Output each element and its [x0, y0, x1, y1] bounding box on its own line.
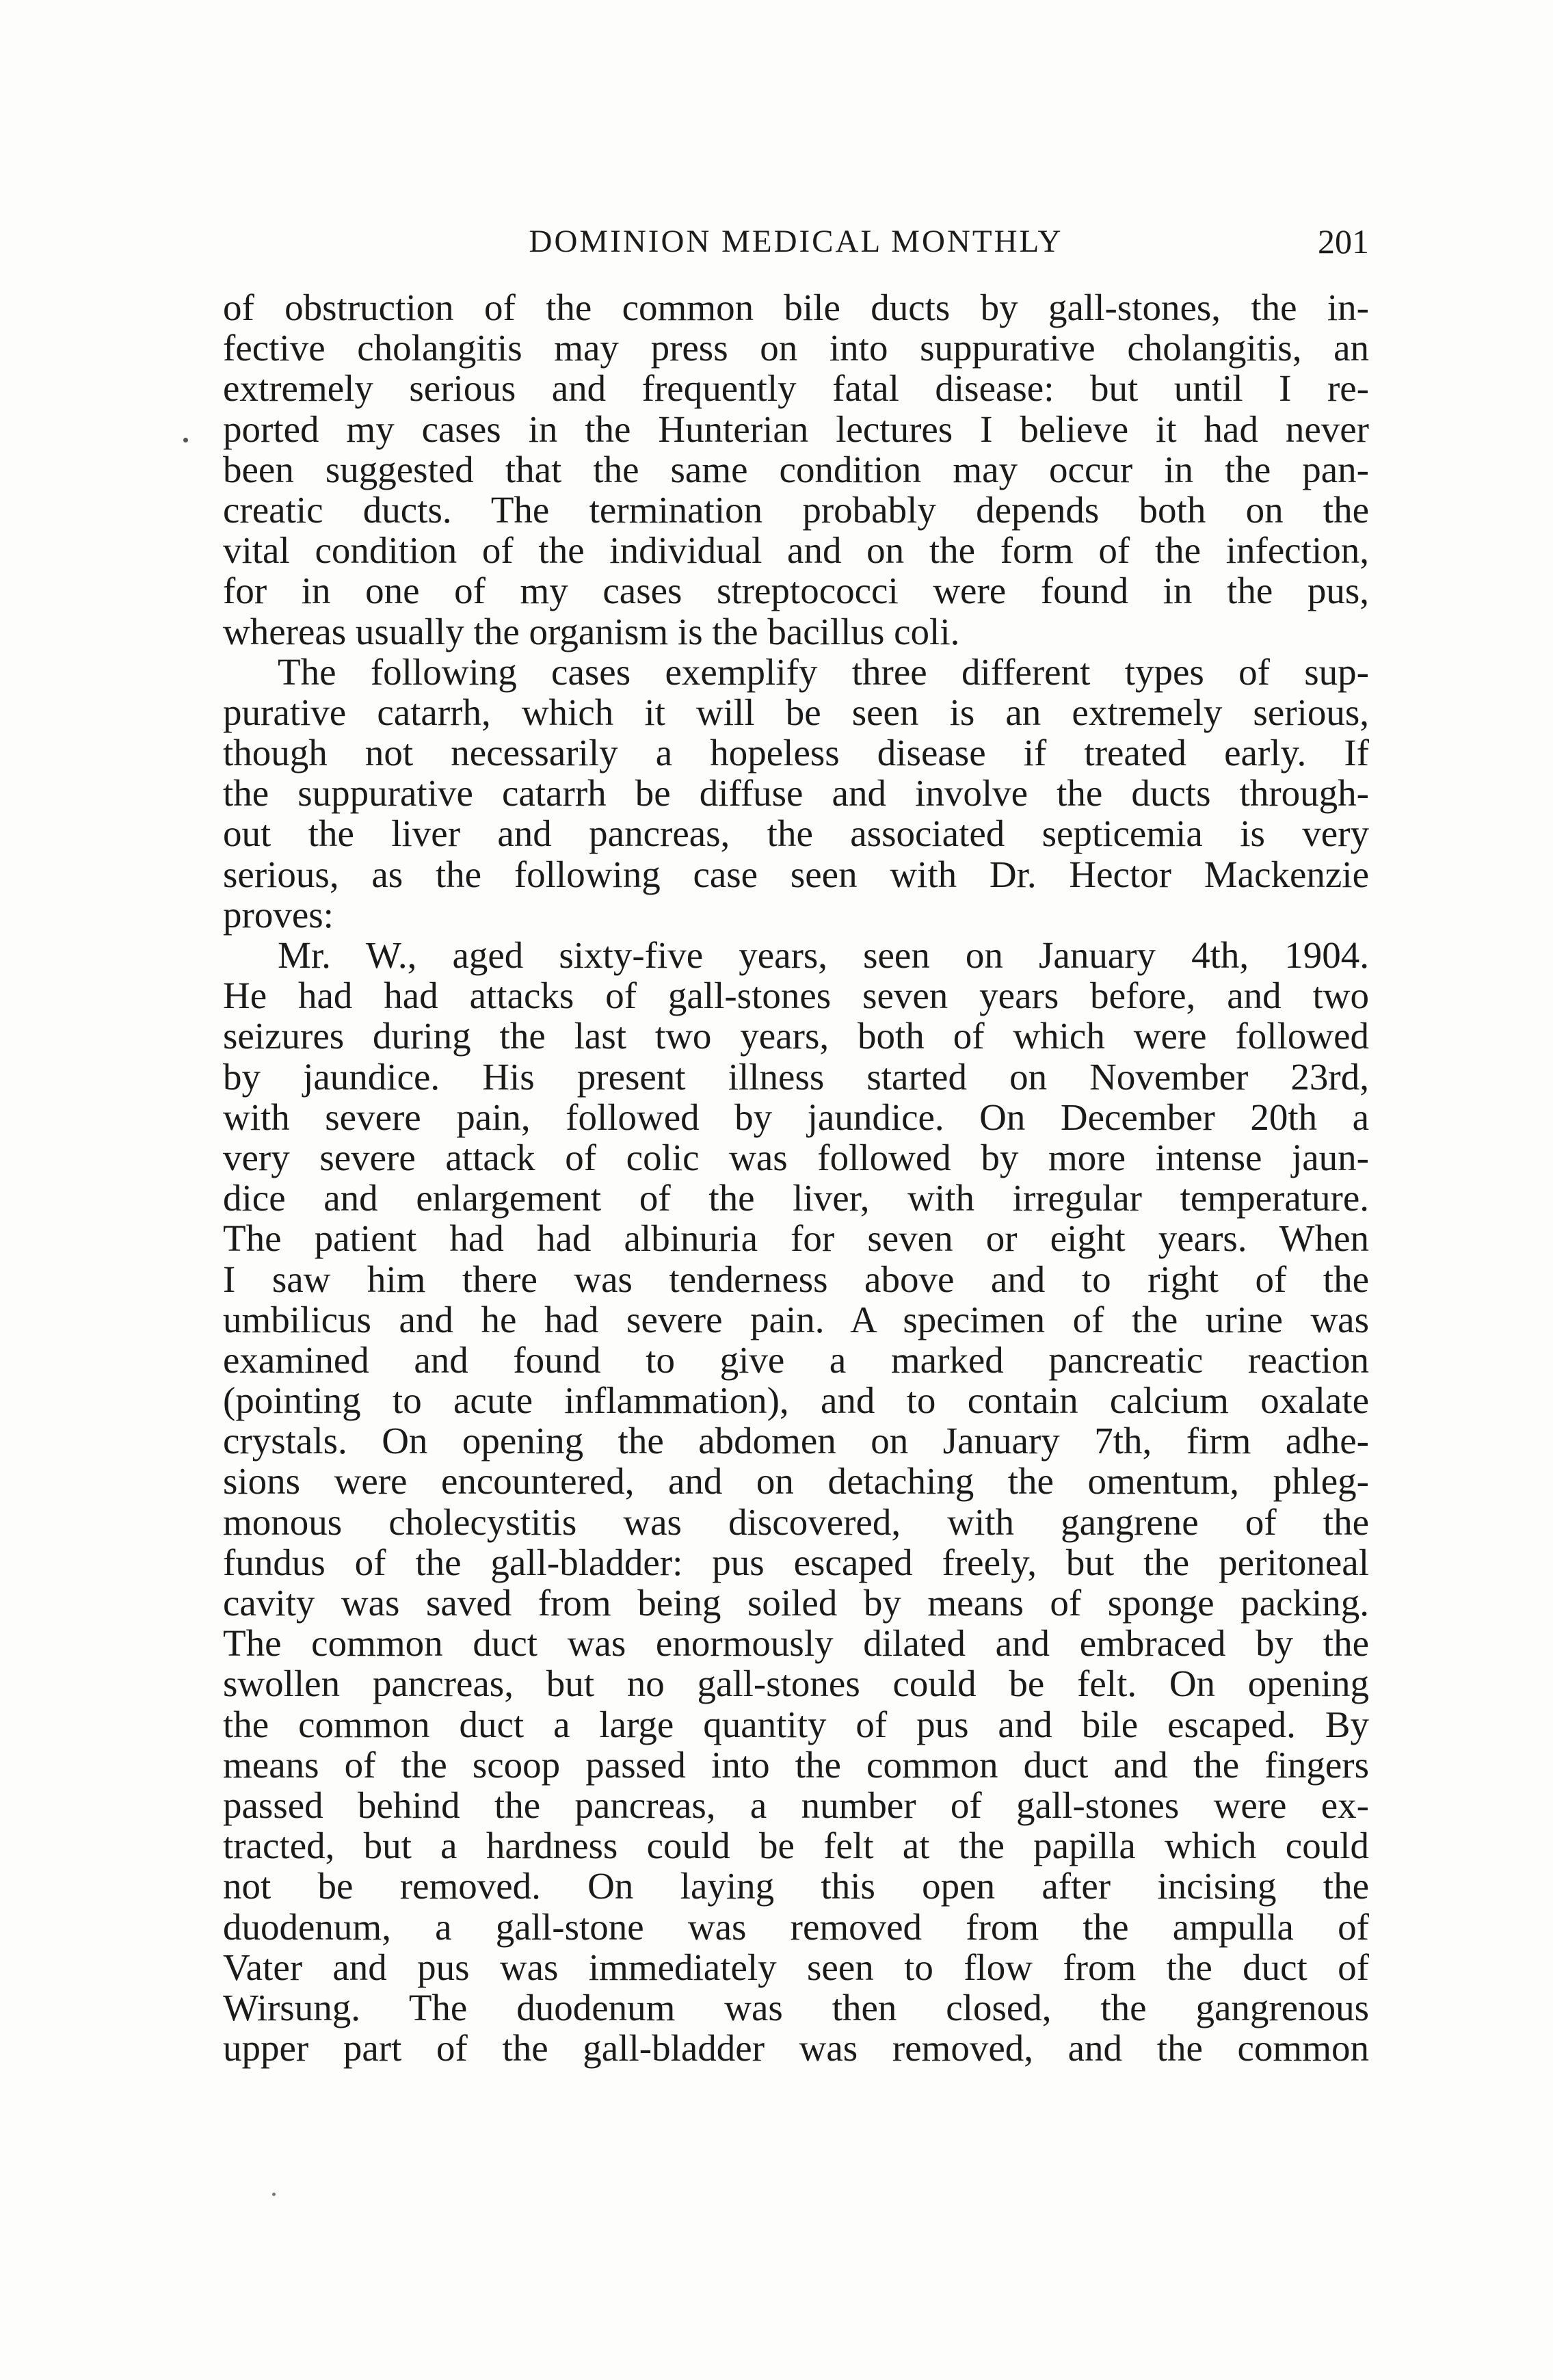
text-line: the suppurative catarrh be diffuse and involve the ducts through- [223, 772, 1369, 815]
text-line: tracted, but a hardness could be felt at the papilla which could [223, 1825, 1369, 1867]
text-line: The following cases exemplify three different types of sup- [278, 650, 1369, 693]
text-line: very severe attack of colic was followed by more intense jaun- [223, 1136, 1369, 1178]
text-line: Vater and pus was immediately seen to flow from the duct of [223, 1946, 1369, 1988]
text-line: swollen pancreas, but no gall-stones could be felt. On opening [223, 1663, 1369, 1705]
journal-title: DOMINION MEDICAL MONTHLY [529, 224, 1063, 259]
text-line: extremely serious and frequently fatal disease: but until I re- [223, 367, 1369, 410]
text-line: fective cholangitis may press on into suppurative cholangitis, an [223, 327, 1369, 369]
text-line: cavity was saved from being soiled by means of sponge packing. [223, 1582, 1369, 1624]
text-line: purative catarrh, which it will be seen is an extremely serious, [223, 691, 1369, 733]
text-line: umbilicus and he had severe pain. A specimen of the urine was [223, 1298, 1369, 1340]
text-line: He had had attacks of gall-stones seven years before, and two [223, 975, 1369, 1017]
text-line: creatic ducts. The termination probably depends both on the [223, 488, 1369, 531]
body-text [223, 287, 1369, 2068]
text-line: serious, as the following case seen with Dr. Hector Mackenzie [223, 853, 1369, 895]
text-line: duodenum, a gall-stone was removed from the ampulla of [223, 1905, 1369, 1948]
text-line: dice and enlargement of the liver, with irregular temperature. [223, 1177, 1369, 1219]
text-line: of obstruction of the common bile ducts by gall-stones, the in- [223, 287, 1369, 328]
text-line: whereas usually the organism is the bacillus coli. [223, 610, 960, 652]
text-line: vital condition of the individual and on the form of the infection, [223, 529, 1369, 572]
margin-mark [183, 438, 188, 442]
text-line: proves: [223, 893, 334, 936]
text-line: the common duct a large quantity of pus and bile escaped. By [223, 1703, 1369, 1745]
text-line: The patient had had albinuria for seven or eight years. When [223, 1217, 1369, 1260]
text-line: Wirsung. The duodenum was then closed, the gangrenous [223, 1986, 1369, 2028]
text-line: with severe pain, followed by jaundice. On December 20th a [223, 1096, 1369, 1138]
text-line: out the liver and pancreas, the associated septicemia is very [223, 812, 1369, 855]
text-line: not be removed. On laying this open after incising the [223, 1865, 1369, 1907]
text-line: ported my cases in the Hunterian lectures I believe it had never [223, 408, 1369, 450]
text-line: crystals. On opening the abdomen on January 7th, firm adhe- [223, 1420, 1369, 1462]
running-head [223, 217, 1369, 265]
text-line: for in one of my cases streptococci were found in the pus, [223, 570, 1369, 612]
text-line: seizures during the last two years, both of which were followed [223, 1015, 1369, 1057]
footer-speck [272, 2193, 276, 2196]
text-line: (pointing to acute inflammation), and to contain calcium oxalate [223, 1379, 1369, 1422]
text-line: sions were encountered, and on detaching the omentum, phleg- [223, 1460, 1369, 1503]
text-line: passed behind the pancreas, a number of gall-stones were ex- [223, 1784, 1369, 1826]
text-line: though not necessarily a hopeless disease if treated early. If [223, 732, 1369, 774]
text-line: monous cholecystitis was discovered, with gangrene of the [223, 1500, 1369, 1543]
text-line: Mr. W., aged sixty-five years, seen on January 4th, 1904. [278, 934, 1369, 976]
text-line: upper part of the gall-bladder was removed, and the common [223, 2027, 1369, 2070]
text-line: I saw him there was tenderness above and to right of the [223, 1258, 1369, 1300]
text-line: examined and found to give a marked pancreatic reaction [223, 1338, 1369, 1381]
text-line: means of the scoop passed into the common duct and the fingers [223, 1743, 1369, 1786]
text-line: by jaundice. His present illness started on November 23rd, [223, 1055, 1369, 1098]
page-number: 201 [1318, 222, 1369, 261]
text-line: The common duct was enormously dilated and embraced by the [223, 1622, 1369, 1665]
text-line: fundus of the gall-bladder: pus escaped freely, but the peritoneal [223, 1541, 1369, 1583]
text-line: been suggested that the same condition may occur in the pan- [223, 448, 1369, 490]
